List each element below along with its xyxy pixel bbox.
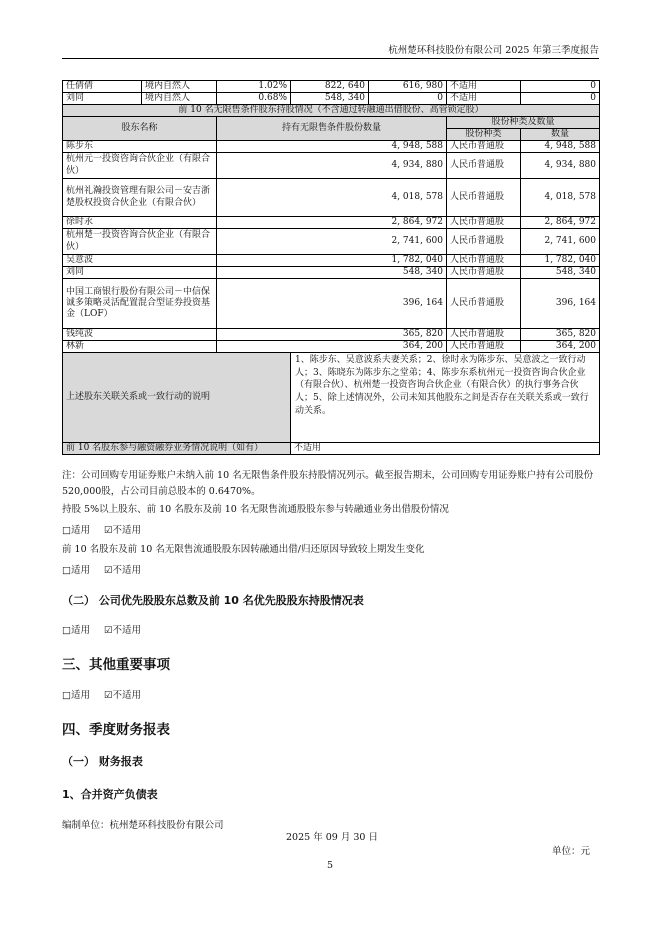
section-financial-statements: 四、季度财务报表 — [62, 722, 170, 738]
row-qty: 2, 741, 600 — [217, 229, 447, 255]
relation-text: 1、陈步东、吴意波系夫妻关系；2、徐时永为陈步东、吴意波之一致行动人；3、陈晓东为陈步东之堂弟；4、陈步东系杭州元一投资咨询合伙企业（有限合伙）、杭州楚一投资咨询合伙企业（有限合伙）的执行事务合伙人；5、除上述情况外，公司未知其他股东之间是否存在关联关系或一致行动关系。 — [291, 353, 600, 443]
row-type: 人民币普通股 — [447, 217, 521, 229]
row-amount: 396, 164 — [521, 279, 600, 329]
table-row — [63, 81, 600, 93]
checkbox-row-4 — [62, 687, 141, 701]
holder-shares: 822, 640 — [291, 81, 369, 93]
col-header-amount: 数量 — [521, 129, 600, 141]
checkbox-applicable[interactable]: □适用 — [62, 625, 90, 636]
checkbox-applicable[interactable]: □适用 — [62, 525, 90, 536]
row-qty: 4, 934, 880 — [217, 153, 447, 179]
row-qty: 365, 820 — [217, 329, 447, 341]
row-amount: 1, 782, 040 — [521, 255, 600, 267]
row-type: 人民币普通股 — [447, 255, 521, 267]
row-type: 人民币普通股 — [447, 229, 521, 255]
row-name: 徐时永 — [63, 217, 217, 229]
checkbox-row-3 — [62, 622, 141, 636]
row-type: 人民币普通股 — [447, 141, 521, 153]
holder-nature: 境内自然人 — [142, 81, 217, 93]
table-row — [63, 141, 600, 153]
table-row — [63, 267, 600, 279]
question-change: 前 10 名股东及前 10 名无限售流通股股东因转融通出借/归还原因导致较上期发生变化 — [62, 544, 425, 555]
row-name: 中国工商银行股份有限公司－中信保诚多策略灵活配置混合型证券投资基金（LOF） — [63, 279, 217, 329]
row-type: 人民币普通股 — [447, 179, 521, 217]
table-row — [63, 341, 600, 353]
report-header-title: 杭州楚环科技股份有限公司 2025 年第三季度报告 — [388, 45, 599, 56]
row-type: 人民币普通股 — [447, 153, 521, 179]
col-header-qty: 持有无限售条件股份数量 — [217, 117, 447, 141]
table-row — [63, 153, 600, 179]
row-type: 人民币普通股 — [447, 341, 521, 353]
row-amount: 2, 741, 600 — [521, 229, 600, 255]
row-amount: 4, 948, 588 — [521, 141, 600, 153]
row-name: 吴意波 — [63, 255, 217, 267]
row-name: 陈步东 — [63, 141, 217, 153]
col-header-type: 股份种类 — [447, 129, 521, 141]
question-lending: 持股 5%以上股东、前 10 名股东及前 10 名无限售流通股股东参与转融通业务出借股份情况 — [62, 504, 449, 515]
subsection-balance-sheet: 1、合并资产负债表 — [62, 788, 158, 801]
holder-qty: 0 — [521, 81, 600, 93]
row-name: 刘同 — [63, 267, 217, 279]
section-preferred-shareholders: （二） 公司优先股股东总数及前 10 名优先股股东持股情况表 — [62, 594, 364, 607]
row-name: 钱纯波 — [63, 329, 217, 341]
holder-restricted: 0 — [369, 93, 447, 105]
row-qty: 4, 948, 588 — [217, 141, 447, 153]
relation-label: 上述股东关联关系或一致行动的说明 — [63, 353, 291, 443]
margin-value: 不适用 — [291, 443, 600, 455]
table-row — [63, 93, 600, 105]
margin-label: 前 10 名股东参与融资融券业务情况说明（如有） — [63, 443, 291, 455]
holder-name: 刘同 — [63, 93, 142, 105]
row-amount: 548, 340 — [521, 267, 600, 279]
checkbox-not-applicable[interactable]: ☑不适用 — [103, 625, 142, 636]
holder-status: 不适用 — [447, 93, 521, 105]
row-qty: 364, 200 — [217, 341, 447, 353]
row-name: 杭州礼瀚投资管理有限公司－安吉浙楚股权投资合伙企业（有限合伙） — [63, 179, 217, 217]
holder-pct: 1.02% — [217, 81, 291, 93]
row-name: 林新 — [63, 341, 217, 353]
page-number: 5 — [327, 860, 334, 871]
compiler-unit: 编制单位：杭州楚环科技股份有限公司 — [62, 820, 224, 831]
row-qty: 2, 864, 972 — [217, 217, 447, 229]
checkbox-applicable[interactable]: □适用 — [62, 565, 90, 576]
unrestricted-table-title: 前 10 名无限售条件股东持股情况（不含通过转融通出借股份、高管锁定股） — [63, 105, 600, 117]
note-paragraph: 注：公司回购专用证券账户未纳入前 10 名无限售条件股东持股情况列示。截至报告期末，公司回购专用证券账户持有公司股份 520,000股，占公司目前总股本的 0.6470%。 — [62, 470, 594, 497]
checkbox-not-applicable[interactable]: ☑不适用 — [103, 565, 142, 576]
checkbox-not-applicable[interactable]: ☑不适用 — [103, 690, 142, 701]
section-other-matters: 三、其他重要事项 — [62, 657, 170, 673]
checkbox-not-applicable[interactable]: ☑不适用 — [103, 525, 142, 536]
report-date: 2025 年 09 月 30 日 — [286, 832, 378, 843]
currency-unit: 单位：元 — [551, 846, 590, 857]
row-type: 人民币普通股 — [447, 279, 521, 329]
checkbox-applicable[interactable]: □适用 — [62, 690, 90, 701]
col-header-type-group: 股份种类及数量 — [447, 117, 600, 129]
shareholder-table — [62, 80, 600, 455]
row-name: 杭州楚一投资咨询合伙企业（有限合伙） — [63, 229, 217, 255]
holder-shares: 548, 340 — [291, 93, 369, 105]
row-qty: 4, 018, 578 — [217, 179, 447, 217]
table-row — [63, 229, 600, 255]
table-row — [63, 329, 600, 341]
row-amount: 4, 018, 578 — [521, 179, 600, 217]
table-row — [63, 179, 600, 217]
table-row — [63, 217, 600, 229]
checkbox-row-1 — [62, 522, 141, 536]
holder-restricted: 616, 980 — [369, 81, 447, 93]
holder-status: 不适用 — [447, 81, 521, 93]
row-amount: 364, 200 — [521, 341, 600, 353]
holder-name: 任倩倩 — [63, 81, 142, 93]
col-header-name: 股东名称 — [63, 117, 217, 141]
table-row — [63, 279, 600, 329]
checkbox-row-2 — [62, 562, 141, 576]
row-type: 人民币普通股 — [447, 267, 521, 279]
row-amount: 365, 820 — [521, 329, 600, 341]
row-name: 杭州元一投资咨询合伙企业（有限合伙） — [63, 153, 217, 179]
holder-pct: 0.68% — [217, 93, 291, 105]
row-qty: 548, 340 — [217, 267, 447, 279]
subsection-financial-statements: （一） 财务报表 — [62, 755, 143, 768]
holder-qty: 0 — [521, 93, 600, 105]
row-amount: 4, 934, 880 — [521, 153, 600, 179]
header-rule — [62, 58, 599, 59]
holder-nature: 境内自然人 — [142, 93, 217, 105]
row-amount: 2, 864, 972 — [521, 217, 600, 229]
row-qty: 1, 782, 040 — [217, 255, 447, 267]
row-qty: 396, 164 — [217, 279, 447, 329]
table-row — [63, 255, 600, 267]
row-type: 人民币普通股 — [447, 329, 521, 341]
